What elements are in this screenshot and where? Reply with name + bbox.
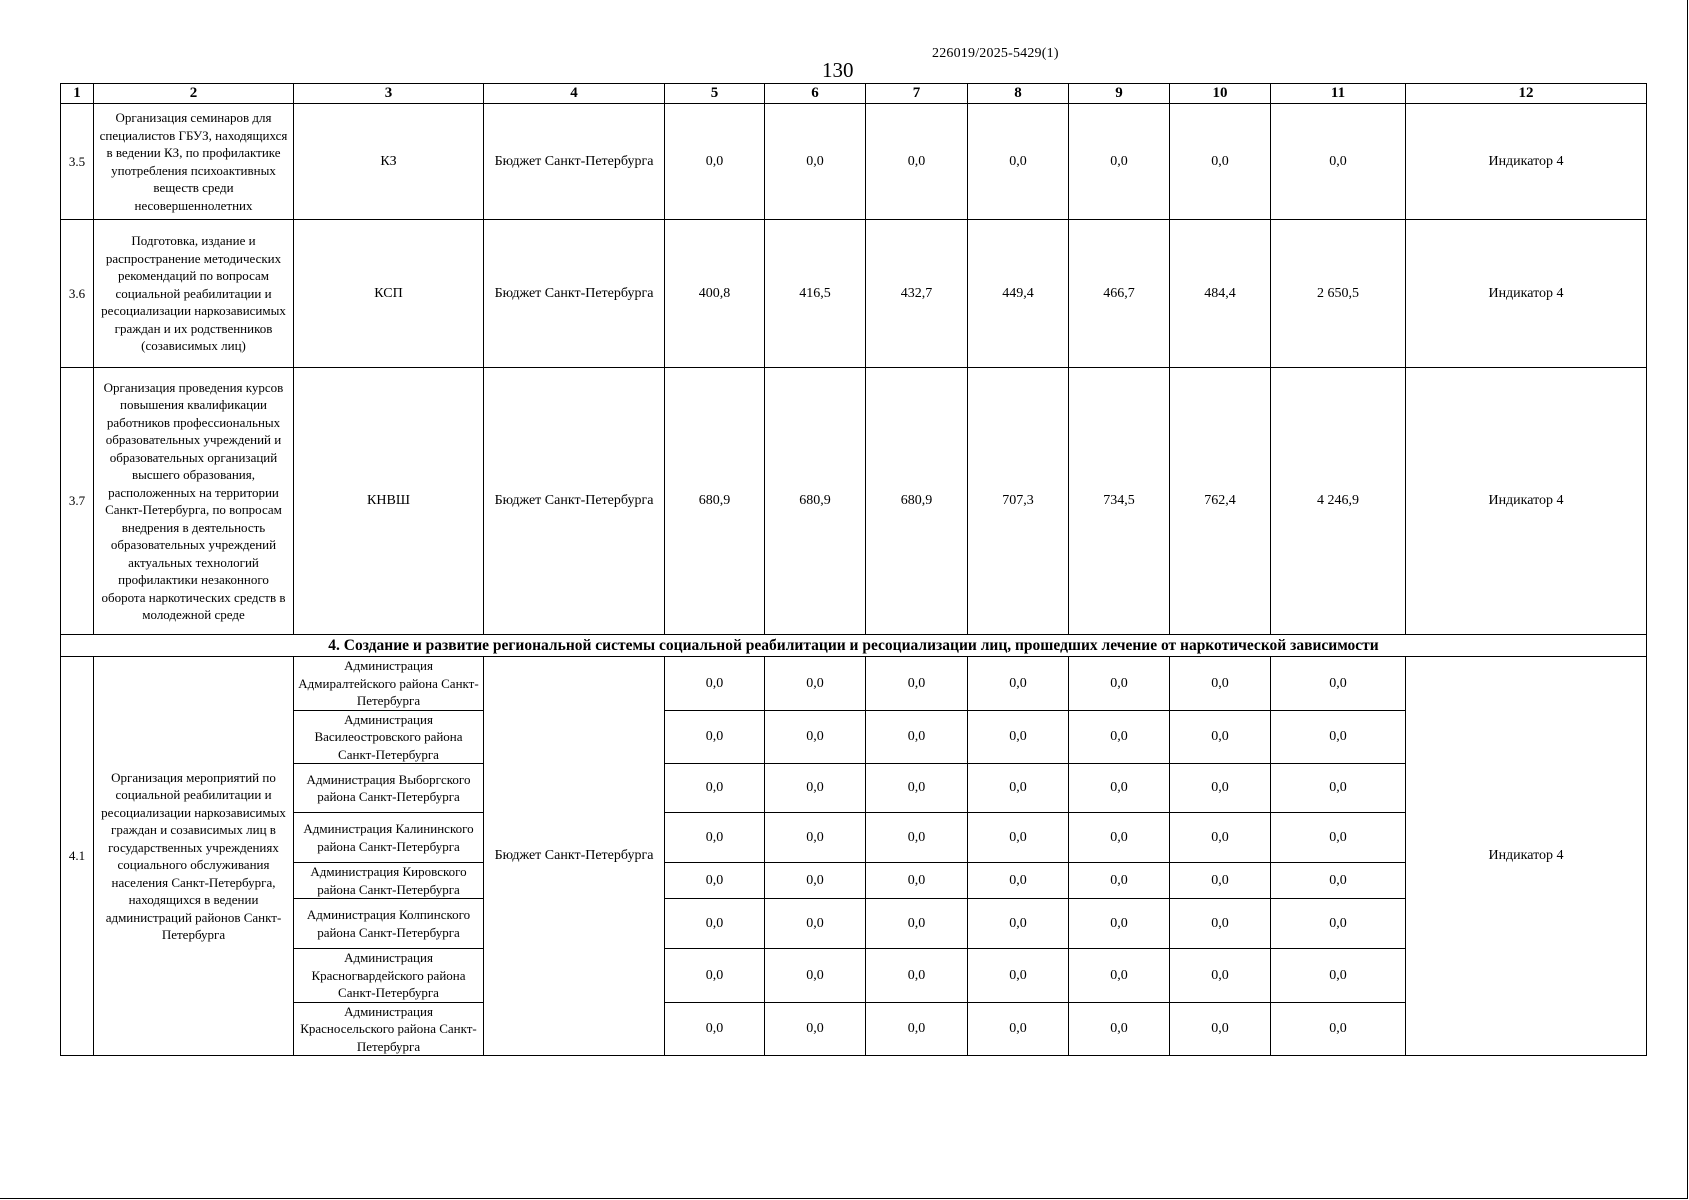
value-cell: 0,0 — [1170, 710, 1271, 764]
value-cell: 0,0 — [866, 813, 968, 863]
value-cell: 0,0 — [665, 813, 765, 863]
value-cell: 0,0 — [866, 104, 968, 220]
value-cell: 0,0 — [1069, 710, 1170, 764]
value-cell: 0,0 — [1271, 863, 1406, 899]
executor: Администрация Василеостровского района Санкт-Петербурга — [294, 710, 484, 764]
value-cell: 0,0 — [1271, 949, 1406, 1003]
section-heading-row — [61, 635, 1647, 657]
value-cell: 0,0 — [665, 899, 765, 949]
value-cell: 0,0 — [968, 657, 1069, 711]
column-header: 10 — [1170, 84, 1271, 104]
value-cell: 0,0 — [665, 657, 765, 711]
table-row — [61, 104, 1647, 220]
value-cell: 0,0 — [765, 1002, 866, 1056]
value-cell: 762,4 — [1170, 368, 1271, 635]
value-cell: 0,0 — [1170, 813, 1271, 863]
value-cell: 680,9 — [665, 368, 765, 635]
executor: КСП — [294, 220, 484, 368]
column-header: 1 — [61, 84, 94, 104]
value-cell: 0,0 — [1271, 710, 1406, 764]
value-cell: 0,0 — [1170, 863, 1271, 899]
value-cell: 484,4 — [1170, 220, 1271, 368]
value-cell: 0,0 — [1069, 899, 1170, 949]
column-header: 8 — [968, 84, 1069, 104]
value-cell: 0,0 — [1069, 764, 1170, 813]
column-header: 4 — [484, 84, 665, 104]
column-number-row — [61, 84, 1647, 104]
column-header: 3 — [294, 84, 484, 104]
column-header: 9 — [1069, 84, 1170, 104]
value-cell: 0,0 — [968, 710, 1069, 764]
executor: КНВШ — [294, 368, 484, 635]
value-cell: 0,0 — [1271, 813, 1406, 863]
value-cell: 707,3 — [968, 368, 1069, 635]
value-cell: 0,0 — [765, 657, 866, 711]
table-row — [61, 657, 1647, 711]
executor: КЗ — [294, 104, 484, 220]
value-cell: 0,0 — [968, 104, 1069, 220]
value-cell: 0,0 — [1271, 104, 1406, 220]
executor: Администрация Калининского района Санкт-Петербурга — [294, 813, 484, 863]
executor: Администрация Кировского района Санкт-Петербурга — [294, 863, 484, 899]
table-row — [61, 368, 1647, 635]
value-cell: 466,7 — [1069, 220, 1170, 368]
value-cell: 0,0 — [765, 104, 866, 220]
value-cell: 0,0 — [866, 949, 968, 1003]
value-cell: 0,0 — [968, 764, 1069, 813]
activity-description: Организация мероприятий по социальной реабилитации и ресоциализации наркозависимых граждан и созависимых лиц в государственных учреждениях социального обслуживания населения Санкт-Петербурга, находящихся в ведении администраций районов Санкт-Петербурга — [94, 657, 294, 1056]
indicator: Индикатор 4 — [1406, 104, 1647, 220]
value-cell: 0,0 — [1170, 104, 1271, 220]
value-cell: 0,0 — [665, 710, 765, 764]
value-cell: 0,0 — [1069, 949, 1170, 1003]
column-header: 5 — [665, 84, 765, 104]
indicator: Индикатор 4 — [1406, 368, 1647, 635]
column-header: 2 — [94, 84, 294, 104]
indicator: Индикатор 4 — [1406, 657, 1647, 1056]
value-cell: 0,0 — [866, 764, 968, 813]
value-cell: 0,0 — [1271, 1002, 1406, 1056]
value-cell: 0,0 — [1069, 1002, 1170, 1056]
funding-source: Бюджет Санкт-Петербурга — [484, 657, 665, 1056]
row-number: 3.7 — [61, 368, 94, 635]
row-number: 3.5 — [61, 104, 94, 220]
value-cell: 0,0 — [765, 764, 866, 813]
value-cell: 0,0 — [968, 863, 1069, 899]
value-cell: 0,0 — [1170, 899, 1271, 949]
section-title: 4. Создание и развитие региональной системы социальной реабилитации и ресоциализации лиц, прошедших лечение от наркотической зависимости — [61, 635, 1647, 657]
value-cell: 0,0 — [1170, 657, 1271, 711]
executor: Администрация Красносельского района Санкт-Петербурга — [294, 1002, 484, 1056]
value-cell: 680,9 — [866, 368, 968, 635]
value-cell: 0,0 — [765, 710, 866, 764]
value-cell: 0,0 — [765, 863, 866, 899]
activity-description: Подготовка, издание и распространение методических рекомендаций по вопросам социальной реабилитации и ресоциализации наркозависимых граждан и их родственников (созависимых лиц) — [94, 220, 294, 368]
column-header: 6 — [765, 84, 866, 104]
value-cell: 0,0 — [1271, 899, 1406, 949]
value-cell: 0,0 — [866, 899, 968, 949]
executor: Администрация Колпинского района Санкт-Петербурга — [294, 899, 484, 949]
value-cell: 0,0 — [968, 949, 1069, 1003]
value-cell: 432,7 — [866, 220, 968, 368]
value-cell: 0,0 — [765, 813, 866, 863]
funding-source: Бюджет Санкт-Петербурга — [484, 104, 665, 220]
value-cell: 4 246,9 — [1271, 368, 1406, 635]
value-cell: 0,0 — [968, 1002, 1069, 1056]
activity-description: Организация семинаров для специалистов ГБУЗ, находящихся в ведении КЗ, по профилактике употребления психоактивных веществ среди несовершеннолетних — [94, 104, 294, 220]
value-cell: 0,0 — [1069, 863, 1170, 899]
value-cell: 0,0 — [1271, 657, 1406, 711]
value-cell: 416,5 — [765, 220, 866, 368]
column-header: 12 — [1406, 84, 1647, 104]
value-cell: 0,0 — [968, 899, 1069, 949]
funding-source: Бюджет Санкт-Петербурга — [484, 220, 665, 368]
row-number: 4.1 — [61, 657, 94, 1056]
indicator: Индикатор 4 — [1406, 220, 1647, 368]
value-cell: 0,0 — [665, 863, 765, 899]
row-number: 3.6 — [61, 220, 94, 368]
value-cell: 0,0 — [665, 104, 765, 220]
column-header: 7 — [866, 84, 968, 104]
value-cell: 680,9 — [765, 368, 866, 635]
funding-source: Бюджет Санкт-Петербурга — [484, 368, 665, 635]
value-cell: 734,5 — [1069, 368, 1170, 635]
value-cell: 0,0 — [1170, 1002, 1271, 1056]
page-number: 130 — [822, 58, 854, 82]
value-cell: 400,8 — [665, 220, 765, 368]
executor: Администрация Красногвардейского района Санкт-Петербурга — [294, 949, 484, 1003]
value-cell: 0,0 — [1170, 764, 1271, 813]
value-cell: 0,0 — [665, 764, 765, 813]
value-cell: 0,0 — [1170, 949, 1271, 1003]
value-cell: 0,0 — [1271, 764, 1406, 813]
value-cell: 0,0 — [665, 949, 765, 1003]
value-cell: 2 650,5 — [1271, 220, 1406, 368]
value-cell: 0,0 — [1069, 657, 1170, 711]
value-cell: 0,0 — [1069, 104, 1170, 220]
document-number: 226019/2025-5429(1) — [932, 46, 1059, 61]
value-cell: 0,0 — [665, 1002, 765, 1056]
value-cell: 0,0 — [866, 710, 968, 764]
value-cell: 0,0 — [765, 949, 866, 1003]
executor: Администрация Выборгского района Санкт-Петербурга — [294, 764, 484, 813]
budget-table — [60, 83, 1647, 1056]
value-cell: 0,0 — [866, 863, 968, 899]
activity-description: Организация проведения курсов повышения квалификации работников профессиональных образовательных учреждений и образовательных организаций высшего образования, расположенных на территории Санкт-Петербурга, по вопросам внедрения в деятельность образовательных учреждений актуальных технологий профилактики незаконного оборота наркотических средств в молодежной среде — [94, 368, 294, 635]
value-cell: 449,4 — [968, 220, 1069, 368]
table-row — [61, 220, 1647, 368]
column-header: 11 — [1271, 84, 1406, 104]
value-cell: 0,0 — [765, 899, 866, 949]
value-cell: 0,0 — [968, 813, 1069, 863]
value-cell: 0,0 — [1069, 813, 1170, 863]
value-cell: 0,0 — [866, 1002, 968, 1056]
executor: Администрация Адмиралтейского района Санкт-Петербурга — [294, 657, 484, 711]
value-cell: 0,0 — [866, 657, 968, 711]
